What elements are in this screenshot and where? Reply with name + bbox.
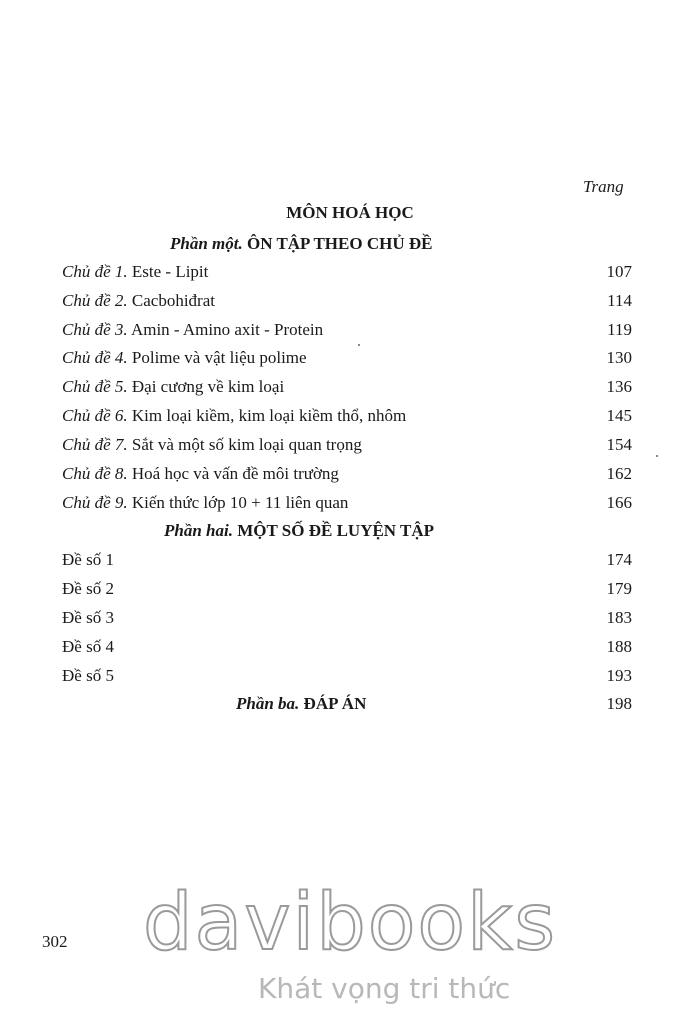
topic-prefix: Chủ đề 1. bbox=[62, 262, 128, 281]
topic-prefix: Chủ đề 2. bbox=[62, 291, 128, 310]
watermark-slogan: Khát vọng tri thức bbox=[258, 972, 511, 1005]
test-page: 188 bbox=[606, 637, 632, 656]
toc-row-topic-3[interactable] bbox=[62, 320, 632, 344]
watermark-brand: davibooks bbox=[143, 878, 557, 968]
toc-row-topic-6[interactable] bbox=[62, 406, 632, 430]
topic-title: Kim loại kiềm, kim loại kiềm thổ, nhôm bbox=[131, 406, 407, 425]
topic-page: 166 bbox=[606, 493, 632, 512]
test-title: Đề số 3 bbox=[62, 608, 114, 627]
topic-prefix: Chủ đề 8. bbox=[62, 464, 128, 483]
part-one-prefix: Phần một. bbox=[170, 234, 243, 253]
toc-row-test-5[interactable] bbox=[62, 666, 632, 690]
test-title: Đề số 5 bbox=[62, 666, 114, 685]
topic-title: Kiến thức lớp 10 + 11 liên quan bbox=[131, 493, 349, 512]
toc-row-topic-5[interactable] bbox=[62, 377, 632, 401]
part-two-prefix: Phần hai. bbox=[164, 521, 233, 540]
toc-row-topic-4[interactable] bbox=[62, 348, 632, 372]
topic-prefix: Chủ đề 6. bbox=[62, 406, 128, 425]
topic-prefix: Chủ đề 5. bbox=[62, 377, 128, 396]
print-speck bbox=[358, 344, 360, 346]
page-number: 302 bbox=[42, 932, 68, 951]
subject-title: MÔN HOÁ HỌC bbox=[286, 203, 414, 222]
part-three-page: 198 bbox=[606, 694, 632, 713]
test-page: 174 bbox=[606, 550, 632, 569]
part-two-heading bbox=[164, 521, 434, 541]
test-page: 179 bbox=[606, 579, 632, 598]
topic-title: Amin - Amino axit - Protein bbox=[130, 320, 324, 339]
topic-prefix: Chủ đề 3. bbox=[62, 320, 128, 339]
topic-title: Sắt và một số kim loại quan trọng bbox=[131, 435, 362, 454]
toc-row-topic-8[interactable] bbox=[62, 464, 632, 488]
topic-title: Este - Lipit bbox=[131, 262, 209, 281]
part-three-title: ĐÁP ÁN bbox=[303, 694, 367, 713]
topic-page: 162 bbox=[606, 464, 632, 483]
topic-page: 119 bbox=[607, 320, 632, 339]
topic-prefix: Chủ đề 4. bbox=[62, 348, 128, 367]
page-column-header: Trang bbox=[583, 177, 624, 196]
test-page: 193 bbox=[606, 666, 632, 685]
toc-row-topic-7[interactable] bbox=[62, 435, 632, 459]
topic-page: 107 bbox=[606, 262, 632, 281]
test-title: Đề số 4 bbox=[62, 637, 114, 656]
part-two-title: MỘT SỐ ĐỀ LUYỆN TẬP bbox=[237, 521, 435, 540]
test-title: Đề số 2 bbox=[62, 579, 114, 598]
toc-row-topic-2[interactable] bbox=[62, 291, 632, 315]
test-title: Đề số 1 bbox=[62, 550, 114, 569]
topic-page: 154 bbox=[606, 435, 632, 454]
test-page: 183 bbox=[606, 608, 632, 627]
topic-title: Hoá học và vấn đề môi trường bbox=[131, 464, 339, 483]
part-three-heading bbox=[236, 694, 366, 714]
toc-row-test-3[interactable] bbox=[62, 608, 632, 632]
topic-title: Polime và vật liệu polime bbox=[131, 348, 307, 367]
topic-page: 130 bbox=[606, 348, 632, 367]
print-speck bbox=[656, 455, 658, 457]
topic-title: Cacbohiđrat bbox=[131, 291, 215, 310]
topic-page: 136 bbox=[606, 377, 632, 396]
part-one-heading bbox=[170, 234, 432, 254]
topic-page: 145 bbox=[606, 406, 632, 425]
part-three-prefix: Phần ba. bbox=[236, 694, 300, 713]
topic-prefix: Chủ đề 9. bbox=[62, 493, 128, 512]
toc-row-test-2[interactable] bbox=[62, 579, 632, 603]
topic-title: Đại cương về kim loại bbox=[131, 377, 285, 396]
toc-row-test-4[interactable] bbox=[62, 637, 632, 661]
toc-row-topic-1[interactable] bbox=[62, 262, 632, 286]
toc-row-part-three[interactable] bbox=[62, 694, 632, 718]
topic-page: 114 bbox=[607, 291, 632, 310]
topic-prefix: Chủ đề 7. bbox=[62, 435, 128, 454]
part-one-title: ÔN TẬP THEO CHỦ ĐỀ bbox=[247, 234, 433, 253]
toc-row-test-1[interactable] bbox=[62, 550, 632, 574]
toc-row-topic-9[interactable] bbox=[62, 493, 632, 517]
